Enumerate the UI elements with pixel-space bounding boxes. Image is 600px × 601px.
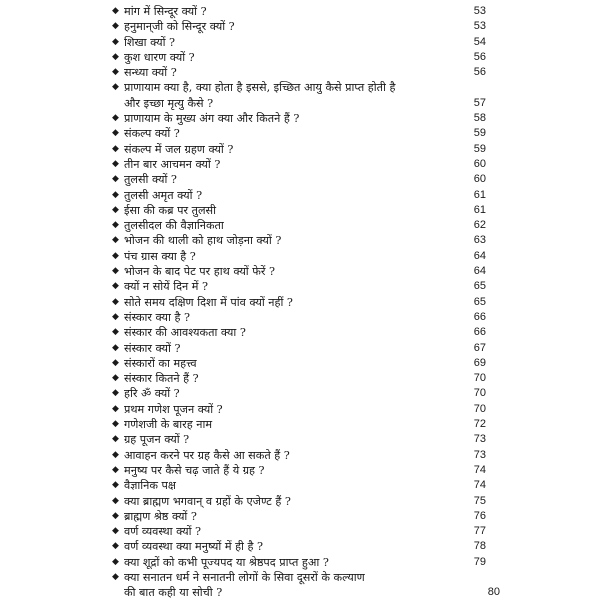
toc-entry [0,203,600,218]
diamond-bullet-icon: ◆ [112,189,119,200]
toc-page-number: 75 [473,494,486,507]
toc-entry [0,448,600,463]
diamond-bullet-icon: ◆ [112,51,119,62]
toc-page-number: 61 [473,188,486,201]
toc-entry-title [124,35,454,50]
diamond-bullet-icon: ◆ [112,128,119,139]
toc-entry [0,402,600,417]
toc-entry-title [124,264,454,279]
toc-entry [0,249,600,264]
toc-entry-title [124,80,454,111]
diamond-bullet-icon: ◆ [112,82,119,93]
toc-entry [0,539,600,554]
toc-entry [0,172,600,187]
toc-entry-title [124,295,454,310]
toc-page-number: 56 [473,50,486,63]
toc-entry-title-line: संस्कार कितने हैं ? [124,372,199,386]
toc-entry-title-line: भोजन की थाली को हाथ जोड़ना क्यों ? [124,234,282,248]
diamond-bullet-icon: ◆ [112,281,119,292]
toc-entry-title-line: वैज्ञानिक पक्ष [124,479,176,493]
toc-page-number: 56 [473,66,486,79]
toc-entry-title [124,172,454,187]
diamond-bullet-icon: ◆ [112,403,119,414]
toc-entry [0,432,600,447]
toc-entry [0,555,600,570]
diamond-bullet-icon: ◆ [112,388,119,399]
toc-entry-title-line: क्या शूद्रों को कभी पूज्यपद या श्रेष्ठपद प्राप्त हुआ ? [124,555,329,569]
toc-entry-title [124,310,454,325]
toc-entry-title-line: क्यों न सोयें दिन में ? [124,280,209,294]
toc-entry-title [124,386,454,401]
diamond-bullet-icon: ◆ [112,311,119,322]
toc-page-number: 72 [473,418,486,431]
toc-entry-title-line: पंच ग्रास क्या है ? [124,249,196,263]
toc-entry [0,478,600,493]
toc-page-number: 53 [473,20,486,33]
toc-entry-title-line: मांग में सिन्दूर क्यों ? [124,5,207,18]
diamond-bullet-icon: ◆ [112,464,119,475]
toc-entry-title [124,111,454,126]
toc-entry [0,386,600,401]
toc-entry-title-line: संकल्प में जल ग्रहण क्यों ? [124,142,234,156]
toc-page-number: 67 [473,341,486,354]
toc-entry-title-line: क्या ब्राह्मण भगवान् व ग्रहों के एजेण्ट हैं ? [124,494,291,508]
toc-entry-title [124,509,454,524]
diamond-bullet-icon: ◆ [112,250,119,261]
toc-entry-title-line: हरि ॐ क्यों ? [124,387,180,401]
toc-entry-title-line: ग्रह पूजन क्यों ? [124,433,190,447]
diamond-bullet-icon: ◆ [112,342,119,353]
toc-entry-title [124,570,454,601]
toc-entry [0,310,600,325]
toc-entry-title-line: संस्कार क्यों ? [124,341,181,355]
toc-entry-title-line: क्या सनातन धर्म ने सनातनी लोगों के सिवा दूसरों के कल्याण [124,570,365,584]
toc-entry-title [124,279,454,294]
toc-entry-title [124,417,454,432]
toc-entry [0,126,600,141]
diamond-bullet-icon: ◆ [112,36,119,47]
diamond-bullet-icon: ◆ [112,204,119,215]
diamond-bullet-icon: ◆ [112,6,119,16]
toc-entry [0,111,600,126]
toc-entry-title [124,494,454,509]
toc-entry-title-line: संस्कार क्या है ? [124,310,190,324]
toc-entry-title [124,126,454,141]
diamond-bullet-icon: ◆ [112,220,119,231]
toc-page-number: 59 [473,127,486,140]
diamond-bullet-icon: ◆ [112,373,119,384]
toc-entry [0,65,600,80]
toc-entry [0,19,600,34]
toc-entry-title [124,142,454,157]
toc-page-number: 60 [473,173,486,186]
toc-entry-title-line: तुलसी अमृत क्यों ? [124,188,203,202]
toc-entry [0,356,600,371]
toc-entry-title-line: वर्ण व्यवस्था क्यों ? [124,525,202,539]
toc-entry-title [124,249,454,264]
toc-entry-title [124,157,454,172]
toc-entry-title [124,463,454,478]
toc-entry [0,4,600,19]
toc-page-number: 76 [473,509,486,522]
toc-entry-title-line: प्राणायाम के मुख्य अंग क्या और कितने हैं ? [124,112,300,126]
toc-page-number: 73 [473,433,486,446]
toc-entry-title-line: शिखा क्यों ? [124,35,176,49]
diamond-bullet-icon: ◆ [112,67,119,78]
diamond-bullet-icon: ◆ [112,143,119,154]
toc-entry-title-line: ईसा की कब्र पर तुलसी [124,203,217,217]
toc-entry [0,524,600,539]
toc-entry-title [124,356,454,371]
toc-entry-title [124,478,454,493]
toc-entry [0,417,600,432]
diamond-bullet-icon: ◆ [112,556,119,567]
toc-entry [0,494,600,509]
toc-page-number: 60 [473,157,486,170]
toc-entry-title [124,233,454,248]
table-of-contents [0,4,600,601]
toc-entry-title-line-2: की बात कही या सोची ? [124,586,223,600]
toc-entry [0,264,600,279]
diamond-bullet-icon: ◆ [112,571,119,582]
toc-entry-title [124,4,454,19]
toc-entry [0,325,600,340]
toc-entry-title [124,341,454,356]
toc-entry-title-line: सोते समय दक्षिण दिशा में पांव क्यों नहीं ? [124,295,293,309]
toc-entry-title-line: भोजन के बाद पेट पर हाथ क्यों फेरें ? [124,265,276,279]
toc-entry [0,142,600,157]
toc-entry-title-line: तुलसीदल की वैज्ञानिकता [124,219,224,233]
toc-entry-title-line: तीन बार आचमन क्यों ? [124,157,221,171]
diamond-bullet-icon: ◆ [112,449,119,460]
toc-page-number: 62 [473,219,486,232]
diamond-bullet-icon: ◆ [112,480,119,491]
toc-entry-title [124,539,454,554]
toc-entry-title-line: प्रथम गणेश पूजन क्यों ? [124,402,223,416]
toc-entry-title-line: वर्ण व्यवस्था क्या मनुष्यों में ही है ? [124,540,264,554]
toc-entry-title-line: संस्कार की आवश्यकता क्या ? [124,326,246,340]
diamond-bullet-icon: ◆ [112,235,119,246]
toc-entry-title-line: संस्कारों का महत्त्व [124,356,197,370]
toc-entry-title [124,555,454,570]
toc-page-number: 57 [473,96,486,109]
diamond-bullet-icon: ◆ [112,266,119,277]
toc-page-number: 66 [473,310,486,323]
toc-entry-title-line: प्राणायाम क्या है, क्या होता है इससे, इच्छित आयु कैसे प्राप्त होती है [124,81,396,95]
toc-page-number: 78 [473,540,486,553]
diamond-bullet-icon: ◆ [112,113,119,124]
diamond-bullet-icon: ◆ [112,510,119,521]
toc-page-number: 74 [473,463,486,476]
toc-entry-title-line-2: और इच्छा मृत्यु कैसे ? [124,96,214,110]
toc-page-number: 59 [473,142,486,155]
toc-page-number: 70 [473,372,486,385]
diamond-bullet-icon: ◆ [112,296,119,307]
toc-entry [0,295,600,310]
diamond-bullet-icon: ◆ [112,419,119,430]
toc-entry-title [124,218,454,233]
toc-page-number: 73 [473,448,486,461]
toc-entry-title [124,188,454,203]
toc-page-number: 64 [473,265,486,278]
toc-entry-title-line: तुलसी क्यों ? [124,173,177,187]
toc-entry [0,341,600,356]
toc-entry-title [124,432,454,447]
diamond-bullet-icon: ◆ [112,495,119,506]
toc-entry-title [124,524,454,539]
toc-page-number: 65 [473,295,486,308]
toc-entry-title-line: संकल्प क्यों ? [124,127,180,141]
toc-page-number: 65 [473,280,486,293]
diamond-bullet-icon: ◆ [112,541,119,552]
toc-page-number: 70 [473,402,486,415]
diamond-bullet-icon: ◆ [112,21,119,32]
toc-page-number: 58 [473,112,486,125]
toc-entry-title-line: सन्ध्या क्यों ? [124,66,177,80]
toc-entry [0,371,600,386]
toc-entry-title [124,371,454,386]
toc-page-number: 61 [473,203,486,216]
toc-entry-title [124,19,454,34]
toc-entry-title [124,448,454,463]
toc-entry-title [124,203,454,218]
toc-entry [0,509,600,524]
toc-page-number: 64 [473,249,486,262]
toc-page-number: 74 [473,479,486,492]
toc-entry-title-line: हनुमान्‌जी को सिन्दूर क्यों ? [124,20,235,34]
diamond-bullet-icon: ◆ [112,158,119,169]
toc-page-number: 79 [473,555,486,568]
diamond-bullet-icon: ◆ [112,327,119,338]
diamond-bullet-icon: ◆ [112,174,119,185]
toc-page-number: 69 [473,356,486,369]
toc-page-number: 66 [473,326,486,339]
toc-page-number: 70 [473,387,486,400]
toc-entry [0,218,600,233]
toc-entry-title [124,325,454,340]
toc-page-number: 54 [473,35,486,48]
toc-entry [0,35,600,50]
toc-entry [0,157,600,172]
toc-entry [0,188,600,203]
toc-page-number: 77 [473,525,486,538]
toc-entry-title [124,402,454,417]
diamond-bullet-icon: ◆ [112,357,119,368]
toc-page-number: 63 [473,234,486,247]
toc-entry-title [124,65,454,80]
toc-entry [0,50,600,65]
toc-entry-title-line: मनुष्य पर कैसे चढ़ जाते हैं ये ग्रह ? [124,463,265,477]
diamond-bullet-icon: ◆ [112,526,119,537]
toc-page-number: 53 [473,5,486,17]
toc-entry-title-line: आवाहन करने पर ग्रह कैसे आ सकते हैं ? [124,448,290,462]
toc-entry [0,463,600,478]
toc-entry-title-line: गणेशजी के बारह नाम [124,418,213,432]
toc-entry [0,570,600,601]
toc-entry [0,279,600,294]
toc-entry-title [124,50,454,65]
toc-entry-title-line: कुश धारण क्यों ? [124,50,195,64]
toc-entry-title-line: ब्राह्मण श्रेष्ठ क्यों ? [124,509,197,523]
toc-entry [0,80,600,111]
diamond-bullet-icon: ◆ [112,434,119,445]
toc-entry [0,233,600,248]
toc-page-number: 80 [487,586,500,599]
